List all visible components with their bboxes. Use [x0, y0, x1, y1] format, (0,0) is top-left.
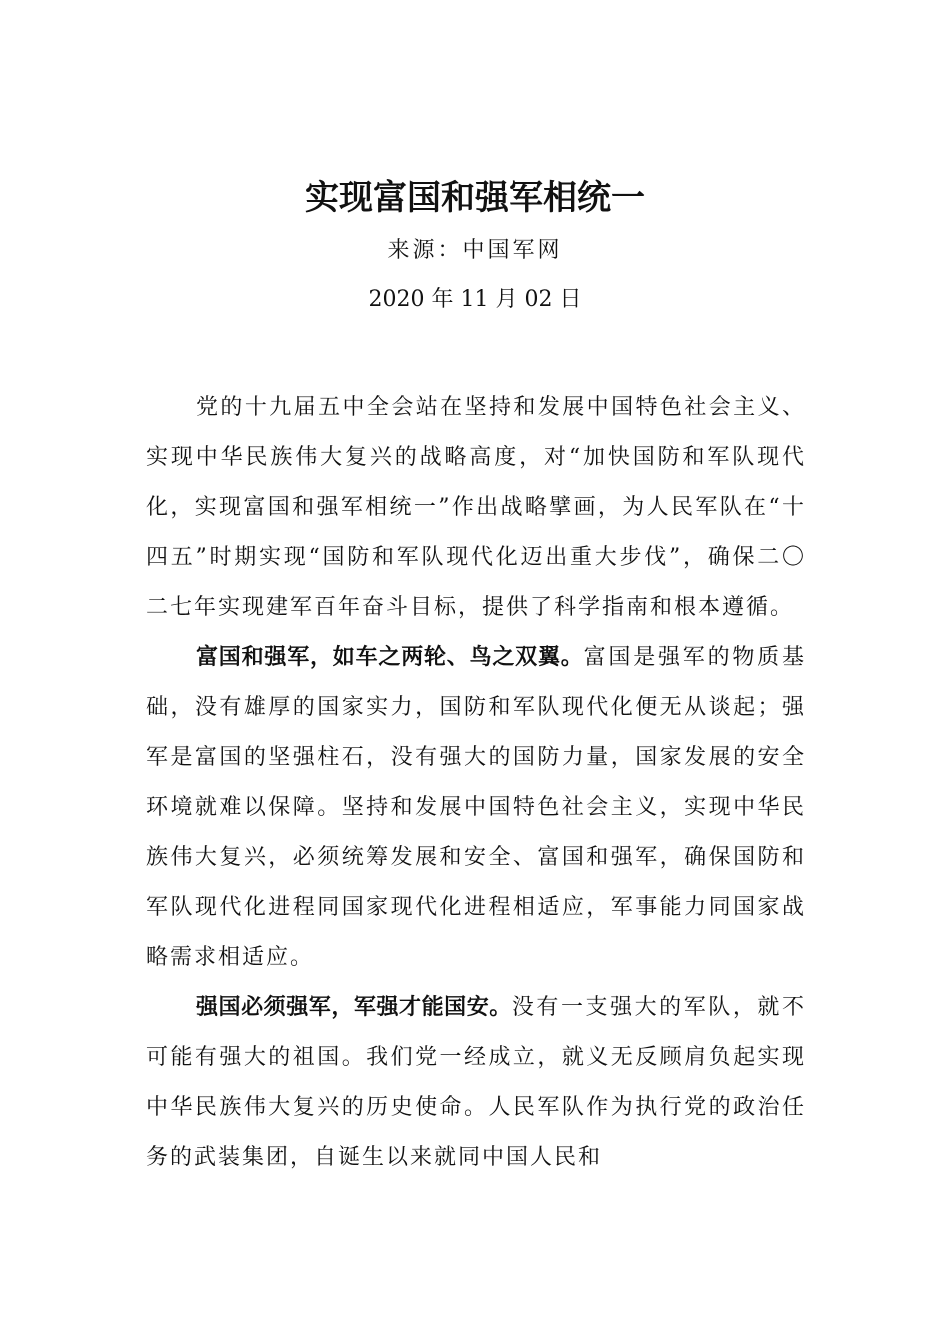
- paragraph-2: [146, 633, 806, 983]
- article-source: 来源：中国军网: [387, 238, 563, 263]
- paragraph-3: [146, 983, 806, 1183]
- article-title: 实现富国和强军相统一: [305, 178, 645, 218]
- paragraph-2-text: 富国是强军的物质基础，没有雄厚的国家实力，国防和军队现代化便无从谈起；强军是富国的坚强柱石，没有强大的国防力量，国家发展的安全环境就难以保障。坚持和发展中国特色社会主义，实现中华民族伟大复兴，必须统筹发展和安全、富国和强军，确保国防和军队现代化进程同国家现代化进程相适应，军事能力同国家战略需求相适应。: [146, 645, 806, 970]
- paragraph-3-lead: 强国必须强军，军强才能国安。: [196, 995, 512, 1020]
- paragraph-3-text: 没有一支强大的军队，就不可能有强大的祖国。我们党一经成立，就义无反顾肩负起实现中华民族伟大复兴的历史使命。人民军队作为执行党的政治任务的武装集团，自诞生以来就同中国人民和: [146, 995, 806, 1170]
- paragraph-2-lead: 富国和强军，如车之两轮、鸟之双翼。: [196, 645, 584, 670]
- paragraph-1-text: 党的十九届五中全会站在坚持和发展中国特色社会主义、实现中华民族伟大复兴的战略高度，对“加快国防和军队现代化，实现富国和强军相统一”作出战略擘画，为人民军队在“十四五”时期实现“国防和军队现代化迈出重大步伐”，确保二〇二七年实现建军百年奋斗目标，提供了科学指南和根本遵循。: [146, 395, 806, 620]
- article-body: [146, 383, 806, 1183]
- paragraph-1: [146, 383, 806, 633]
- article-date: 2020 年 11 月 02 日: [368, 287, 582, 312]
